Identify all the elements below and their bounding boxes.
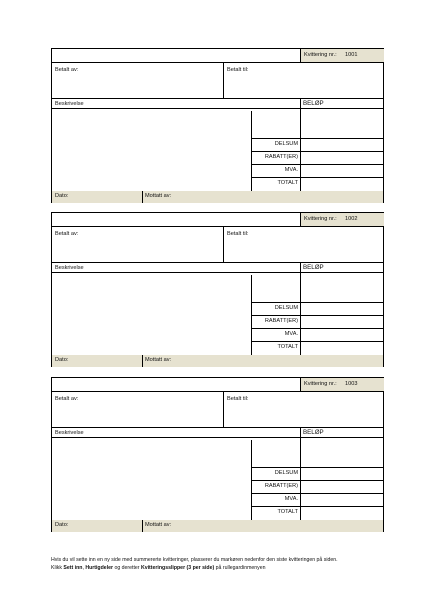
instruction-insert: Sett inn [63,565,83,571]
divider [142,355,143,367]
divider [223,226,224,262]
paid-to-label: Betalt til: [227,231,249,237]
divider [251,493,383,494]
divider [52,226,383,227]
receipt-footer-row [52,355,383,367]
divider [142,520,143,532]
vat-label: MVA. [284,331,298,337]
total-label: TOTALT [277,344,298,350]
vat-label: MVA. [284,167,298,173]
divider [52,391,383,392]
receipt-number-box [300,49,384,62]
receipt-header-row [52,378,383,391]
receipt-3 [51,377,384,532]
receipt-header-row [52,213,383,226]
instruction-receipt-slips: Kvitteringsslipper (3 per side) [140,565,215,571]
description-label: Beskrivelse [55,101,84,107]
receipt-number-label: Kvittering nr.: [304,216,337,222]
subtotal-label: DELSUM [274,470,298,476]
total-label: TOTALT [277,509,298,515]
paid-by-label: Betalt av: [55,231,79,237]
discount-label: RABATT(ER) [264,483,298,489]
divider [251,315,383,316]
divider [251,177,383,178]
receipt-number-box [300,378,384,391]
date-label: Dato: [55,193,69,199]
description-header-row [52,262,383,273]
divider [223,391,224,427]
divider [251,164,383,165]
instructions-line-1: Hvis du vil sette inn en ny side med summererte kvitteringer, plasserer du markøren nedenfor den siste kvitteringen på siden. [51,557,338,563]
description-area[interactable] [52,111,251,191]
receipt-number-box [300,213,384,226]
description-label: Beskrivelse [55,430,84,436]
paid-to-label: Betalt til: [227,67,249,73]
receipt-number[interactable]: 1002 [345,216,358,222]
instruction-text: og deretter [113,565,141,571]
discount-label: RABATT(ER) [264,318,298,324]
subtotal-label: DELSUM [274,141,298,147]
amount-label: BELØP [303,264,324,271]
divider [251,467,383,468]
description-area[interactable] [52,440,251,520]
paid-by-label: Betalt av: [55,396,79,402]
subtotal-label: DELSUM [274,305,298,311]
receipt-footer-row [52,191,383,203]
receipt-2 [51,212,384,367]
discount-label: RABATT(ER) [264,154,298,160]
divider [52,62,383,63]
received-by-label: Mottatt av: [145,522,172,528]
received-by-label: Mottatt av: [145,193,172,199]
paid-by-label: Betalt av: [55,67,79,73]
divider [251,506,383,507]
divider [142,191,143,203]
divider [251,302,383,303]
divider [223,62,224,98]
received-by-label: Mottatt av: [145,357,172,363]
instructions-line-2 [51,564,384,572]
receipt-number-label: Kvittering nr.: [304,381,337,387]
vat-label: MVA. [284,496,298,502]
paid-to-label: Betalt til: [227,396,249,402]
instruction-text: , [82,565,86,571]
receipt-footer-row [52,520,383,532]
description-area[interactable] [52,275,251,355]
divider [251,151,383,152]
divider [251,341,383,342]
amount-label: BELØP [303,100,324,107]
divider [251,138,383,139]
instruction-text: Klikk [51,565,64,571]
instruction-quickparts: Hurtigdeler [85,565,113,571]
description-header-row [52,427,383,438]
divider [251,328,383,329]
amount-label: BELØP [303,429,324,436]
divider [251,480,383,481]
total-label: TOTALT [277,180,298,186]
date-label: Dato: [55,522,69,528]
receipt-header-row [52,49,383,62]
instructions [51,556,384,572]
receipt-number[interactable]: 1001 [345,52,358,58]
description-header-row [52,98,383,109]
receipt-number[interactable]: 1003 [345,381,358,387]
instruction-text: på rullegardinmenyen [214,565,266,571]
description-label: Beskrivelse [55,265,84,271]
date-label: Dato: [55,357,69,363]
receipt-number-label: Kvittering nr.: [304,52,337,58]
receipt-1 [51,48,384,203]
